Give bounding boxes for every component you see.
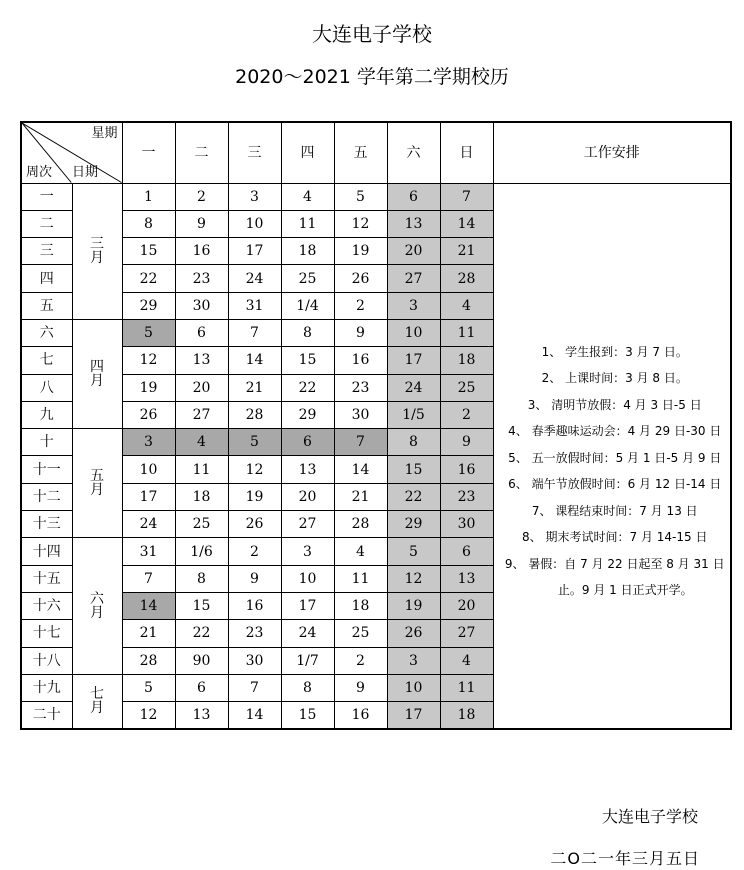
weekend-date-cell: 18 [440, 702, 493, 729]
date-cell: 1/4 [281, 292, 334, 319]
date-cell: 25 [281, 265, 334, 292]
date-cell: 16 [334, 702, 387, 729]
date-cell: 23 [175, 265, 228, 292]
week-number-cell: 十五 [21, 565, 72, 592]
week-number-cell: 八 [21, 374, 72, 401]
month-label-char: 六 [90, 591, 104, 608]
week-number-cell: 一 [21, 183, 72, 210]
date-cell: 19 [228, 483, 281, 510]
date-cell: 21 [334, 483, 387, 510]
weekend-date-cell: 24 [387, 374, 440, 401]
weekend-date-cell: 9 [440, 429, 493, 456]
date-cell: 6 [175, 319, 228, 346]
work-item-continuation [502, 577, 729, 604]
weekend-date-cell: 25 [440, 374, 493, 401]
date-cell: 10 [122, 456, 175, 483]
date-cell: 2 [334, 292, 387, 319]
date-cell: 18 [175, 483, 228, 510]
date-cell: 12 [122, 702, 175, 729]
date-cell: 2 [228, 538, 281, 565]
date-cell: 12 [228, 456, 281, 483]
date-cell: 17 [122, 483, 175, 510]
date-cell: 4 [175, 429, 228, 456]
month-label-cell [72, 538, 122, 674]
weekend-date-cell: 19 [387, 592, 440, 619]
weekend-date-cell: 20 [440, 592, 493, 619]
month-label-cell [72, 674, 122, 729]
date-cell: 15 [175, 592, 228, 619]
date-cell: 5 [122, 319, 175, 346]
work-item-text: 7、 课程结束时间：7 月 13 日 [531, 503, 698, 518]
weekend-date-cell: 27 [387, 265, 440, 292]
weekend-date-cell: 10 [387, 319, 440, 346]
date-cell: 20 [281, 483, 334, 510]
date-cell: 6 [175, 674, 228, 701]
date-cell: 7 [228, 319, 281, 346]
work-item-text: 2、 上课时间：3 月 8 日。 [541, 371, 688, 386]
header-row [21, 122, 731, 183]
weekend-date-cell: 10 [387, 674, 440, 701]
date-cell: 9 [334, 319, 387, 346]
date-cell: 8 [122, 210, 175, 237]
weekend-date-cell: 12 [387, 565, 440, 592]
date-cell: 14 [228, 702, 281, 729]
date-cell: 28 [334, 511, 387, 538]
date-cell: 26 [334, 265, 387, 292]
date-cell: 8 [281, 674, 334, 701]
date-cell: 31 [122, 538, 175, 565]
footer-school-name: 大连电子学校 [601, 807, 698, 826]
date-cell: 30 [334, 401, 387, 428]
month-label-char: 月 [90, 605, 104, 622]
work-arrangement-cell [493, 183, 731, 729]
date-cell: 20 [175, 374, 228, 401]
date-cell: 3 [228, 183, 281, 210]
date-cell: 3 [281, 538, 334, 565]
date-cell: 3 [122, 429, 175, 456]
weekend-date-cell: 23 [440, 483, 493, 510]
date-cell: 8 [281, 319, 334, 346]
weekend-date-cell: 21 [440, 238, 493, 265]
date-cell: 19 [122, 374, 175, 401]
weekend-date-cell: 13 [387, 210, 440, 237]
work-item [502, 524, 729, 551]
weekend-date-cell: 15 [387, 456, 440, 483]
month-label-cell [72, 429, 122, 538]
date-cell: 27 [175, 401, 228, 428]
date-cell: 7 [334, 429, 387, 456]
month-label-char: 月 [90, 373, 104, 390]
date-cell: 26 [228, 511, 281, 538]
weekend-date-cell: 5 [387, 538, 440, 565]
corner-date-label: 日期 [72, 164, 99, 180]
date-cell: 21 [122, 620, 175, 647]
week-number-cell: 十四 [21, 538, 72, 565]
weekend-date-cell: 27 [440, 620, 493, 647]
weekend-date-cell: 1/5 [387, 401, 440, 428]
weekend-date-cell: 13 [440, 565, 493, 592]
corner-header-cell [21, 122, 122, 183]
weekend-date-cell: 26 [387, 620, 440, 647]
date-cell: 90 [175, 647, 228, 674]
week-number-cell: 三 [21, 238, 72, 265]
date-cell: 28 [122, 647, 175, 674]
date-cell: 29 [281, 401, 334, 428]
week-number-cell: 十九 [21, 674, 72, 701]
weekend-date-cell: 11 [440, 674, 493, 701]
week-number-cell: 四 [21, 265, 72, 292]
month-label-char: 月 [90, 700, 104, 717]
weekday-header-wed: 三 [228, 122, 281, 183]
school-calendar-table [20, 121, 732, 730]
work-item [502, 365, 729, 392]
date-cell: 26 [122, 401, 175, 428]
date-cell: 11 [175, 456, 228, 483]
date-cell: 10 [281, 565, 334, 592]
date-cell: 4 [281, 183, 334, 210]
weekend-date-cell: 7 [440, 183, 493, 210]
weekend-date-cell: 11 [440, 319, 493, 346]
weekend-date-cell: 20 [387, 238, 440, 265]
date-cell: 11 [334, 565, 387, 592]
date-cell: 18 [334, 592, 387, 619]
date-cell: 15 [281, 702, 334, 729]
week-number-cell: 十一 [21, 456, 72, 483]
date-cell: 5 [228, 429, 281, 456]
date-cell: 14 [334, 456, 387, 483]
work-item-text: 3、 清明节放假：4 月 3 日-5 日 [527, 397, 702, 412]
month-label-char: 四 [90, 359, 104, 376]
date-cell: 30 [175, 292, 228, 319]
work-arrangement-header: 工作安排 [493, 122, 731, 183]
date-cell: 24 [281, 620, 334, 647]
weekday-header-sun: 日 [440, 122, 493, 183]
work-item-text: 9、 暑假：自 7 月 22 日起至 8 月 31 日 [504, 556, 725, 571]
weekend-date-cell: 29 [387, 511, 440, 538]
weekend-date-cell: 4 [440, 292, 493, 319]
date-cell: 28 [228, 401, 281, 428]
week-number-cell: 九 [21, 401, 72, 428]
date-cell: 8 [175, 565, 228, 592]
date-cell: 16 [175, 238, 228, 265]
week-number-cell: 二 [21, 210, 72, 237]
date-cell: 13 [175, 347, 228, 374]
date-cell: 22 [122, 265, 175, 292]
date-cell: 22 [175, 620, 228, 647]
calendar-subtitle: 2020～2021 学年第二学期校历 [235, 66, 509, 88]
weekend-date-cell: 3 [387, 647, 440, 674]
weekday-header-fri: 五 [334, 122, 387, 183]
month-label-char: 月 [90, 482, 104, 499]
weekend-date-cell: 30 [440, 511, 493, 538]
weekday-header-sat: 六 [387, 122, 440, 183]
month-label-char: 五 [90, 468, 104, 485]
date-cell: 14 [228, 347, 281, 374]
date-cell: 13 [175, 702, 228, 729]
date-cell: 30 [228, 647, 281, 674]
week-number-cell: 十二 [21, 483, 72, 510]
date-cell: 12 [122, 347, 175, 374]
date-cell: 16 [228, 592, 281, 619]
corner-week-label: 周次 [26, 164, 53, 180]
work-item [502, 418, 729, 445]
date-cell: 5 [122, 674, 175, 701]
weekend-date-cell: 3 [387, 292, 440, 319]
date-cell: 6 [281, 429, 334, 456]
date-cell: 7 [122, 565, 175, 592]
work-item [502, 339, 729, 366]
work-item [502, 551, 729, 578]
date-cell: 21 [228, 374, 281, 401]
school-name-title: 大连电子学校 [312, 22, 432, 46]
date-cell: 22 [281, 374, 334, 401]
date-cell: 15 [122, 238, 175, 265]
work-item-text: 6、 端午节放假时间：6 月 12 日-14 日 [508, 477, 722, 492]
month-label-cell [72, 183, 122, 319]
month-label-char: 三 [90, 236, 104, 253]
calendar-week-row [21, 183, 731, 210]
date-cell: 18 [281, 238, 334, 265]
date-cell: 31 [228, 292, 281, 319]
weekend-date-cell: 2 [440, 401, 493, 428]
date-cell: 17 [228, 238, 281, 265]
week-number-cell: 十三 [21, 511, 72, 538]
weekend-date-cell: 4 [440, 647, 493, 674]
week-number-cell: 十六 [21, 592, 72, 619]
date-cell: 24 [122, 511, 175, 538]
date-cell: 9 [228, 565, 281, 592]
date-cell: 11 [281, 210, 334, 237]
weekend-date-cell: 18 [440, 347, 493, 374]
month-label-char: 月 [90, 250, 104, 267]
weekend-date-cell: 16 [440, 456, 493, 483]
date-cell: 12 [334, 210, 387, 237]
week-number-cell: 二十 [21, 702, 72, 729]
date-cell: 16 [334, 347, 387, 374]
weekday-header-thu: 四 [281, 122, 334, 183]
work-item [502, 445, 729, 472]
date-cell: 23 [228, 620, 281, 647]
weekend-date-cell: 17 [387, 347, 440, 374]
weekend-date-cell: 28 [440, 265, 493, 292]
date-cell: 27 [281, 511, 334, 538]
week-number-cell: 五 [21, 292, 72, 319]
date-cell: 25 [334, 620, 387, 647]
date-cell: 5 [334, 183, 387, 210]
date-cell: 2 [175, 183, 228, 210]
date-cell: 1/6 [175, 538, 228, 565]
month-label-cell [72, 319, 122, 428]
date-cell: 7 [228, 674, 281, 701]
week-number-cell: 十七 [21, 620, 72, 647]
date-cell: 29 [122, 292, 175, 319]
footer-date: 二O二一年三月五日 [550, 849, 700, 868]
date-cell: 25 [175, 511, 228, 538]
work-item-continuation-text: 止。9 月 1 日正式开学。 [557, 583, 693, 598]
week-number-cell: 十八 [21, 647, 72, 674]
weekend-date-cell: 8 [387, 429, 440, 456]
work-arrangement-list [494, 308, 731, 604]
weekend-date-cell: 22 [387, 483, 440, 510]
work-item-text: 8、 期末考试时间：7 月 14-15 日 [522, 530, 708, 545]
corner-weekday-label: 星期 [91, 126, 118, 141]
date-cell: 1/7 [281, 647, 334, 674]
date-cell: 1 [122, 183, 175, 210]
work-item-text: 1、 学生报到：3 月 7 日。 [541, 344, 688, 359]
weekend-date-cell: 6 [387, 183, 440, 210]
weekend-date-cell: 17 [387, 702, 440, 729]
weekend-date-cell: 6 [440, 538, 493, 565]
work-item [502, 498, 729, 525]
date-cell: 10 [228, 210, 281, 237]
date-cell: 13 [281, 456, 334, 483]
date-cell: 19 [334, 238, 387, 265]
date-cell: 24 [228, 265, 281, 292]
work-item-text: 5、 五一放假时间：5 月 1 日-5 月 9 日 [508, 450, 722, 465]
month-label-char: 七 [90, 686, 104, 703]
weekend-date-cell: 14 [440, 210, 493, 237]
date-cell: 9 [175, 210, 228, 237]
week-number-cell: 十 [21, 429, 72, 456]
date-cell: 15 [281, 347, 334, 374]
date-cell: 4 [334, 538, 387, 565]
date-cell: 17 [281, 592, 334, 619]
work-item-text: 4、 春季趣味运动会：4 月 29 日-30 日 [508, 424, 722, 439]
week-number-cell: 六 [21, 319, 72, 346]
week-number-cell: 七 [21, 347, 72, 374]
date-cell: 2 [334, 647, 387, 674]
weekday-header-tue: 二 [175, 122, 228, 183]
work-item [502, 392, 729, 419]
date-cell: 23 [334, 374, 387, 401]
work-item [502, 471, 729, 498]
date-cell: 14 [122, 592, 175, 619]
date-cell: 9 [334, 674, 387, 701]
weekday-header-mon: 一 [122, 122, 175, 183]
